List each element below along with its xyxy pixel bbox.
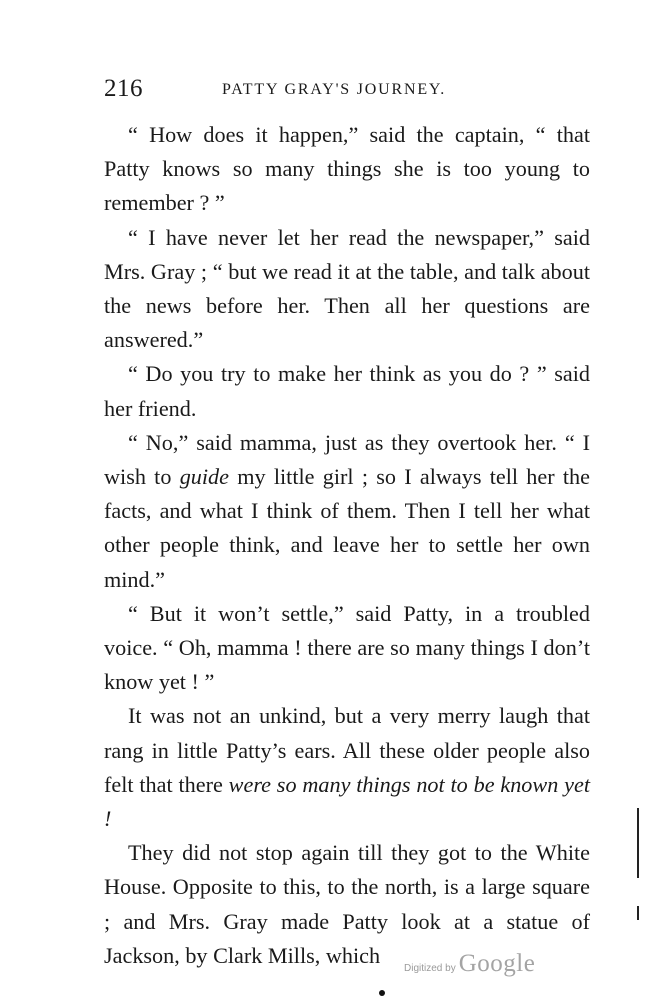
scan-margin-tick — [637, 906, 639, 920]
page-number: 216 — [104, 75, 143, 102]
paragraph-4-after: my little girl ; so I always tell her the facts, and what I think of them. Then I tell her what other people think, and leave her to settle her own mind.” — [104, 464, 590, 592]
body-text — [104, 118, 590, 973]
paragraph-4 — [104, 426, 590, 597]
paragraph-4-italic: guide — [179, 464, 229, 490]
watermark-prefix: Digitized by — [404, 963, 456, 974]
paragraph-2: “ I have never let her read the newspaper,” said Mrs. Gray ; “ but we read it at the table, and talk about the news before her. Then all her questions are answered.” — [104, 224, 590, 353]
paragraph-5: “ But it won’t settle,” said Patty, in a troubled voice. “ Oh, mamma ! there are so many things I don’t know yet ! ” — [104, 600, 590, 695]
paragraph-6-italic: were so many things not to be known yet ! — [104, 771, 590, 832]
digitized-watermark — [404, 950, 535, 978]
paragraph-4-before: “ No,” said mamma, just as they overtook her. “ I wish to — [104, 429, 590, 490]
paragraph-6 — [104, 699, 590, 836]
running-head: PATTY GRAY'S JOURNEY. — [222, 81, 446, 98]
scan-margin-line — [637, 808, 639, 878]
paragraph-3: “ Do you try to make her think as you do ? ” said her friend. — [104, 361, 590, 421]
scan-speck — [379, 990, 385, 996]
google-logo: Google — [458, 950, 536, 977]
page-header — [104, 74, 572, 104]
paragraph-1: “ How does it happen,” said the captain, “ that Patty knows so many things she is too young to remember ? ” — [104, 122, 590, 216]
paragraph-6-before: It was not an unkind, but a very merry laugh that rang in little Patty’s ears. All these older people also felt that there — [104, 703, 590, 797]
paragraph-7: They did not stop again till they got to the White House. Opposite to this, to the north, is a large square ; and Mrs. Gray made Patty look at a statue of Jackson, by Clark Mills, which — [104, 840, 590, 968]
